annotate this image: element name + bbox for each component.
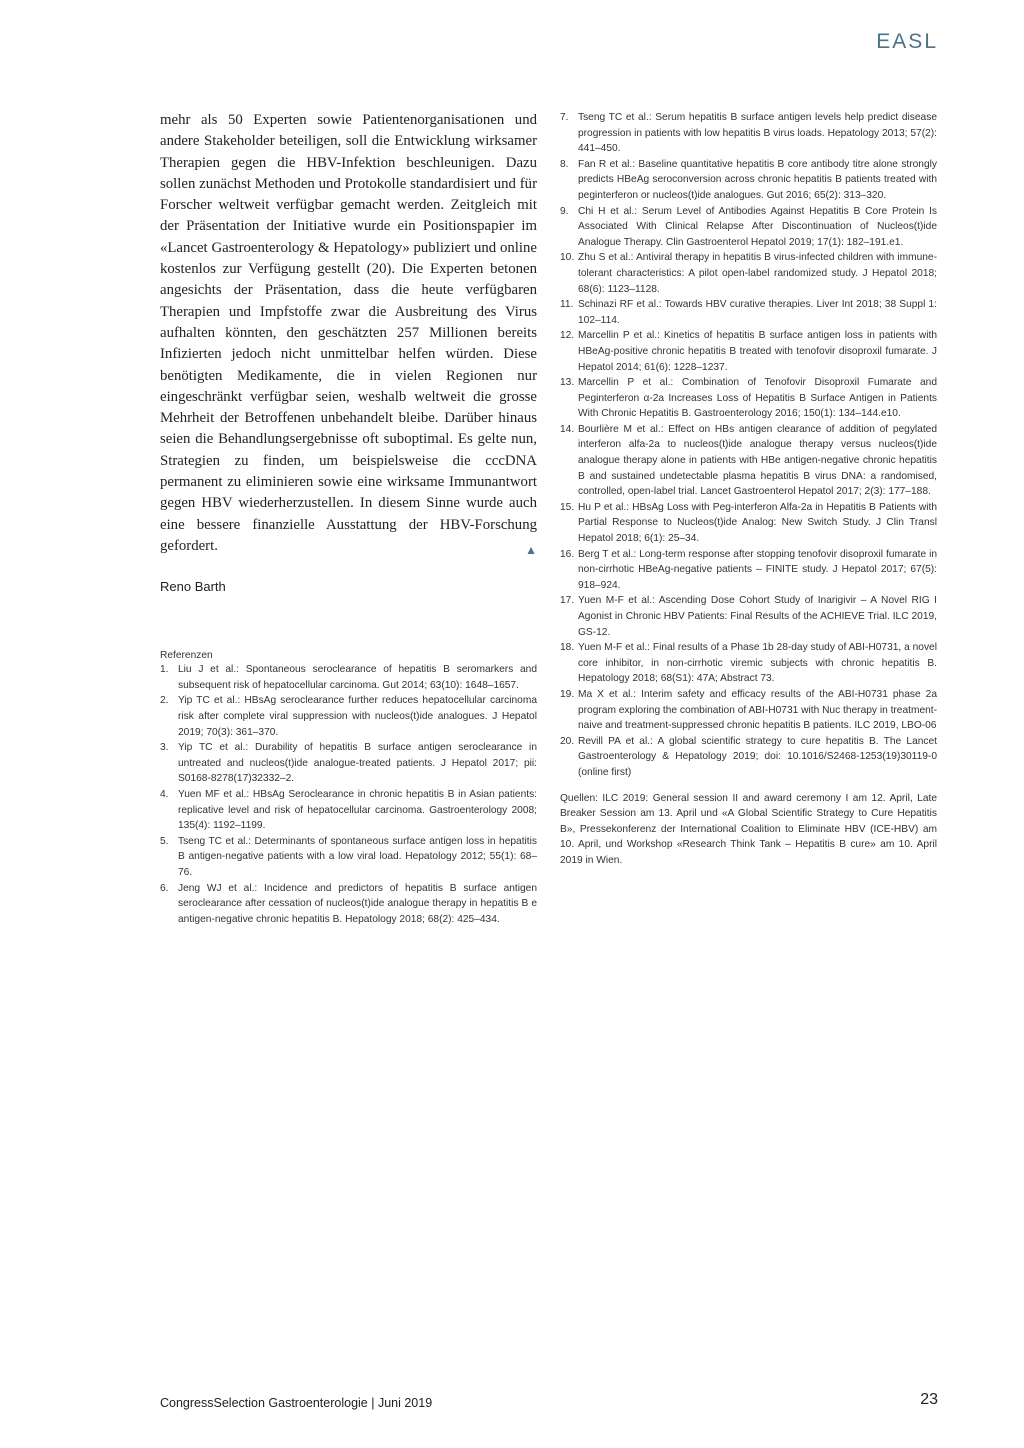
reference-item	[160, 881, 537, 928]
reference-text: Ma X et al.: Interim safety and efficacy results of the ABI-H0731 phase 2a program exploring the combination of ABI-H0731 with Nuc therapy in treatment-naive and treatment-suppressed chronic hepatitis B patients. ILC 2019, LBO-06	[578, 688, 938, 732]
reference-number: 3.	[160, 742, 169, 754]
reference-text: Marcellin P et al.: Combination of Tenofovir Disoproxil Fumarate and Peginterferon α-2a Increases Loss of Hepatitis B Surface Antigen in Patients With Chronic Hepatitis B. Gastroenterology 2016; 150(1): 134–144.e10.	[578, 377, 937, 420]
reference-number: 2.	[160, 695, 169, 707]
reference-text: Yuen M-F et al.: Ascending Dose Cohort Study of Inarigivir – A Novel RIG I Agonist in Chronic HBV Patients: Final Results of the ACHIEVE Trial. ILC 2019, GS-12.	[578, 595, 937, 638]
article-paragraph	[160, 110, 537, 557]
reference-text: Bourlière M et al.: Effect on HBs antigen clearance of addition of pegylated interferon alfa-2a to nucleos(t)ide analogue therapy versus nucleos(t)ide analogue therapy alone in patients with HBe antigen-negative chronic hepatitis B and sustained undetectable plasma hepatitis B virus DNA: a randomised, controlled, open-label trial. Lancet Gastroenterol Hepatol 2017; 2(3): 177–188.	[578, 423, 937, 498]
article-paragraph-text: mehr als 50 Experten sowie Patientenorganisationen und andere Stakeholder beteiligen, soll die Entwicklung wirksamer Therapien gegen die HBV-Infektion beschleunigen. Dazu sollen zunächst Methoden und Protokolle standardisiert und für Forscher weltweit verfügbar gemacht werden. Zeitgleich mit der Präsentation der Initiative wurde ein Positionspapier im «Lancet Gastroenterology & Hepatology» publiziert und online kostenlos zur Verfügung gestellt (20). Die Experten betonen angesichts der Präsentation, dass die heute verfügbaren Therapien und Impfstoffe zwar die Ausbreitung des Virus aufhalten könnten, den geschätzten 257 Millionen bereits Infizierten jedoch nicht unmittelbar helfen würden. Diese benötigten Medikamente, die in vielen Regionen nur eingeschränkt verfügbar seien, weshalb weltweit die grosse Mehrheit der Betroffenen unbehandelt bleibe. Darüber hinaus seien die Behandlungsergebnisse oft suboptimal. Es gelte nun, Strategien zu finden, um beispielsweise die cccDNA permanent zu eliminieren sowie eine wirksame Immunantwort gegen HBV wiederherzustellen. In diesem Sinne wurde auch eine bessere finanzielle Ausstattung der HBV-Forschung gefordert.	[160, 112, 537, 554]
reference-text: Tseng TC et al.: Determinants of spontaneous surface antigen loss in hepatitis B antigen-negative patients with a low viral load. Hepatology 2012; 55(1): 68–76.	[178, 835, 537, 878]
end-of-article-icon: ▲	[525, 542, 537, 557]
reference-number: 15.	[560, 501, 575, 513]
reference-number: 16.	[560, 548, 575, 560]
reference-number: 7.	[560, 112, 569, 123]
reference-text: Yip TC et al.: HBsAg seroclearance further reduces hepatocellular carcinoma risk after complete viral suppression with nucleos(t)ide analogues. J Hepatol 2019; 70(3): 361–370.	[178, 695, 537, 738]
reference-list-left	[160, 662, 537, 927]
reference-text: Tseng TC et al.: Serum hepatitis B surface antigen levels help predict disease progression in patients with low hepatitis B virus loads. Hepatology 2013; 57(2): 441–450.	[578, 112, 937, 155]
reference-item	[560, 422, 937, 500]
reference-item	[160, 693, 537, 740]
reference-number: 19.	[560, 688, 575, 700]
reference-item	[160, 662, 537, 693]
section-label: EASL	[876, 30, 938, 53]
reference-text: Schinazi RF et al.: Towards HBV curative therapies. Liver Int 2018; 38 Suppl 1: 102–114.	[578, 299, 937, 326]
reference-number: 11.	[560, 299, 574, 311]
author-name: Reno Barth	[160, 579, 226, 595]
reference-item	[560, 110, 937, 157]
reference-text: Marcellin P et al.: Kinetics of hepatitis B surface antigen loss in patients with HBeAg-positive chronic hepatitis B treated with tenofovir disoproxil fumarate. J Hepatol 2014; 61(6): 1228–1237.	[578, 330, 937, 373]
reference-item	[160, 834, 537, 881]
reference-item	[160, 740, 537, 787]
reference-number: 17.	[560, 595, 575, 607]
reference-number: 13.	[560, 377, 575, 389]
reference-number: 12.	[560, 330, 575, 342]
reference-item	[560, 734, 937, 781]
reference-item	[560, 157, 937, 204]
right-column	[560, 110, 937, 869]
reference-number: 8.	[560, 158, 569, 170]
reference-text: Yuen M-F et al.: Final results of a Phase 1b 28-day study of ABI-H0731, a novel core inhibitor, in non-cirrhotic viremic subjects with chronic hepatitis B. Hepatology 2018; 68(S1): 47A; Abstract 73.	[578, 642, 937, 685]
reference-text: Hu P et al.: HBsAg Loss with Peg-interferon Alfa-2a in Hepatitis B Patients with Partial Response to Nucleos(t)ide Analog: New Switch Study. J Clin Transl Hepatol 2018; 6(1): 25–34.	[578, 501, 937, 545]
reference-item	[560, 250, 937, 297]
references-heading: Referenzen	[160, 650, 213, 662]
reference-number: 6.	[160, 882, 169, 894]
left-column	[160, 110, 537, 927]
reference-number: 20.	[560, 735, 575, 747]
reference-item	[560, 687, 937, 734]
page-number: 23	[920, 1391, 938, 1408]
reference-number: 5.	[160, 835, 169, 847]
reference-text: Berg T et al.: Long-term response after stopping tenofovir disoproxil fumarate in non-cirrhotic HBeAg-negative patients – FINITE study. J Hepatol 2017; 67(5): 918–924.	[578, 548, 937, 591]
sources-note: Quellen: ILC 2019: General session II and award ceremony I am 12. April, Late Breaker Session am 13. April und «A Global Scientific Strategy to Cure Hepatitis B», Pressekonferenz der International Coalition to Eliminate HBV (ICE-HBV) am 10. April, und Workshop «Research Think Tank – Hepatitis B cure» am 10. April 2019 in Wien.	[560, 792, 937, 866]
reference-item	[160, 787, 537, 834]
reference-item	[560, 547, 937, 594]
reference-item	[560, 375, 937, 422]
reference-text: Yuen MF et al.: HBsAg Seroclearance in chronic hepatitis B in Asian patients: replicative level and risk of hepatocellular carcinoma. Gastroenterology 2008; 135(4): 1192–1199.	[178, 788, 537, 832]
reference-item	[560, 500, 937, 547]
reference-text: Jeng WJ et al.: Incidence and predictors of hepatitis B surface antigen seroclearance after cessation of nucleos(t)ide analogue therapy in hepatitis B e antigen-negative chronic hepatitis B. Hepatology 2018; 68(2): 425–434.	[178, 882, 537, 925]
reference-number: 10.	[560, 252, 575, 264]
reference-text: Zhu S et al.: Antiviral therapy in hepatitis B virus-infected children with immune-tolerant characteristics: A pilot open-label randomized study. J Hepatol 2018; 68(6): 1123–1128.	[578, 252, 937, 295]
reference-number: 14.	[560, 423, 575, 435]
reference-item	[560, 297, 937, 328]
reference-number: 18.	[560, 642, 575, 654]
reference-item	[560, 640, 937, 687]
reference-text: Chi H et al.: Serum Level of Antibodies Against Hepatitis B Core Protein Is Associated With Clinical Relapse After Discontinuation of Nucleos(t)ide Analogue Therapy. Clin Gastroenterol Hepatol 2019; 17(1): 182–191.e1.	[578, 205, 937, 248]
reference-text: Yip TC et al.: Durability of hepatitis B surface antigen seroclearance in untreated and nucleos(t)ide analogue-treated patients. J Hepatol 2017; pii: S0168-8278(17)32332–2.	[178, 742, 537, 785]
reference-number: 1.	[160, 664, 169, 676]
reference-text: Revill PA et al.: A global scientific strategy to cure hepatitis B. The Lancet Gastroenterology & Hepatology 2019; doi: 10.1016/S2468-1253(19)30119-0 (online first)	[578, 735, 937, 778]
reference-number: 4.	[160, 788, 169, 800]
reference-item	[560, 593, 937, 640]
reference-item	[560, 204, 937, 251]
reference-number: 9.	[560, 205, 569, 217]
reference-text: Liu J et al.: Spontaneous seroclearance of hepatitis B seromarkers and subsequent risk of hepatocellular carcinoma. Gut 2014; 63(10): 1648–1657.	[178, 664, 537, 691]
reference-text: Fan R et al.: Baseline quantitative hepatitis B core antibody titre alone strongly predicts HBeAg seroconversion across chronic hepatitis B patients treated with peginterferon or nucleos(t)ide analogues. Gut 2016; 65(2): 313–320.	[578, 158, 937, 201]
reference-list-right	[560, 110, 937, 781]
reference-item	[560, 328, 937, 375]
footer-journal-title: CongressSelection Gastroenterologie | Juni 2019	[160, 1396, 433, 1410]
